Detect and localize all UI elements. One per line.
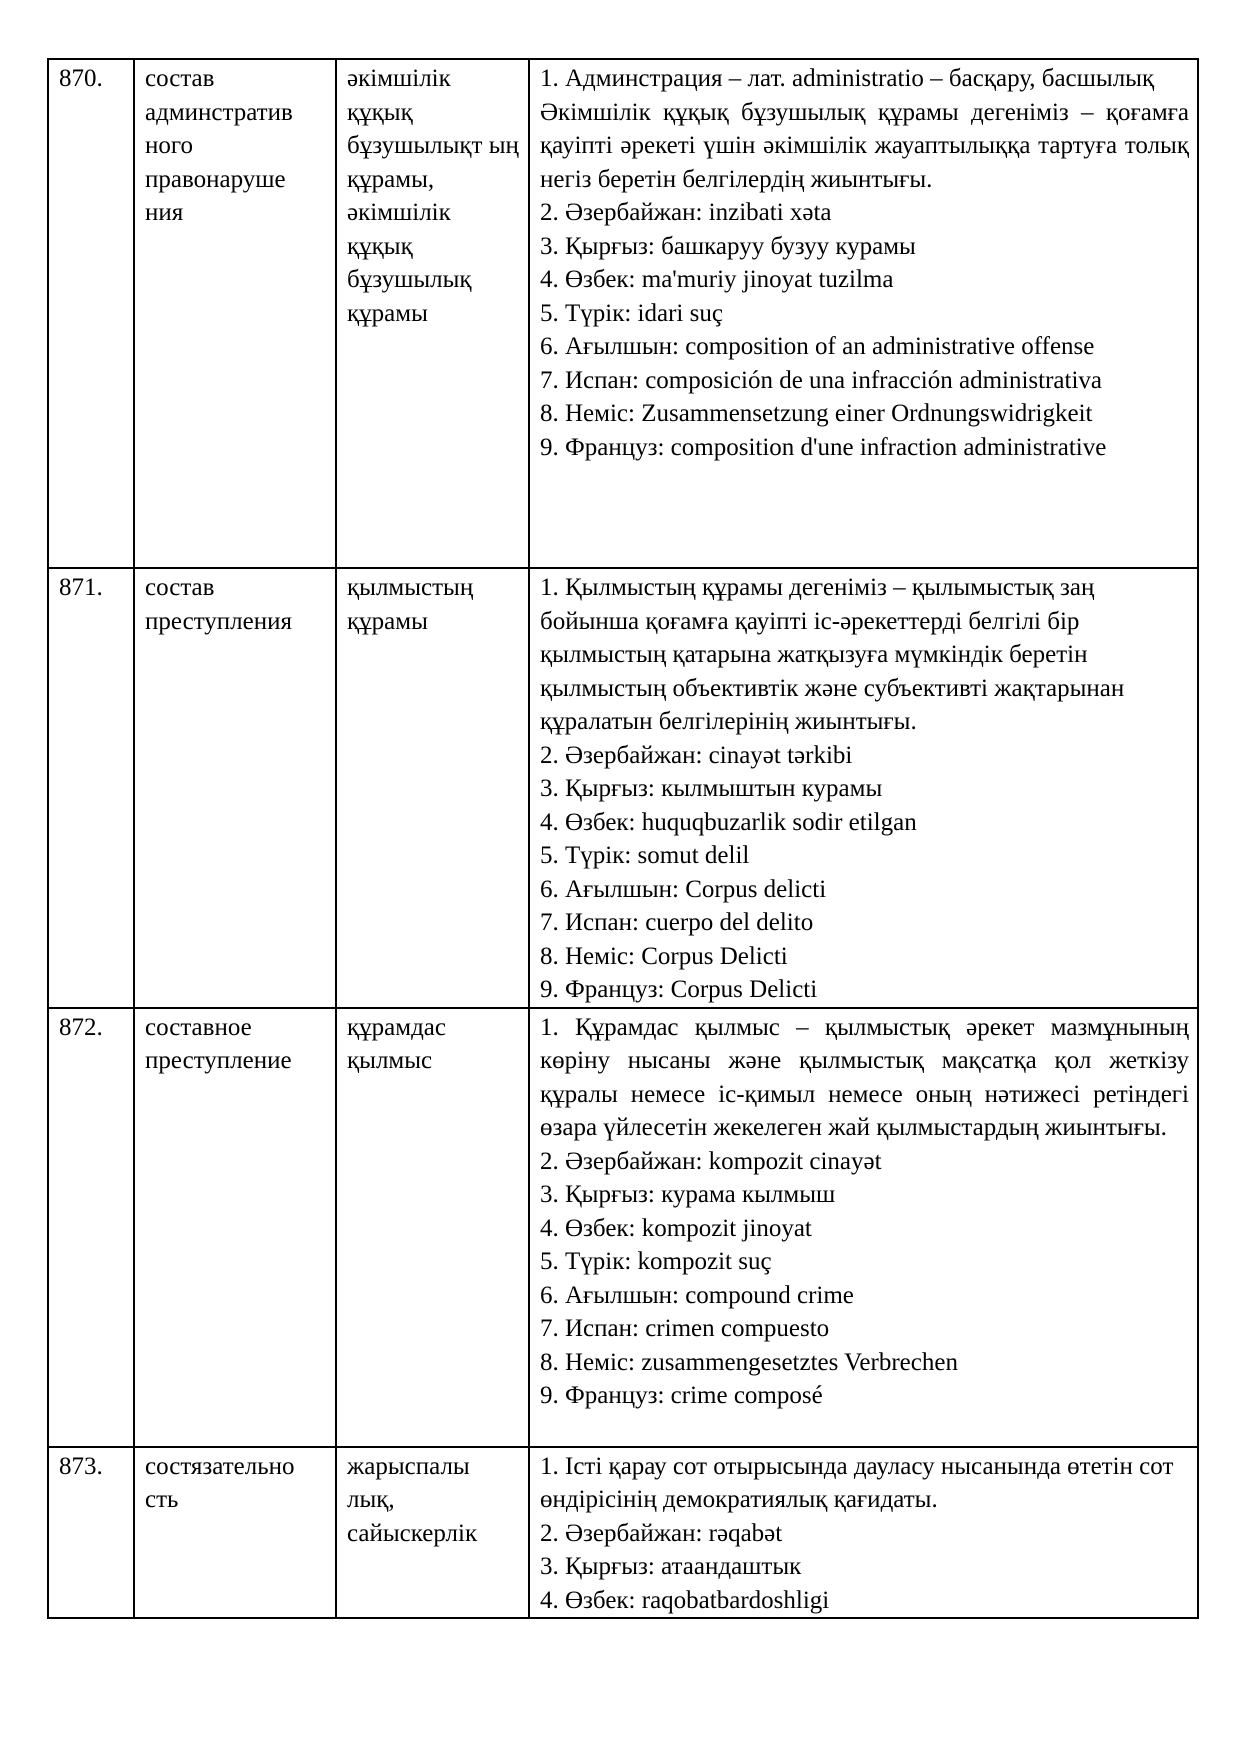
term-russian: состав админстратив ного правонаруше ния — [134, 59, 336, 568]
definition-line: 5. Түрік: idari suç — [540, 299, 723, 327]
definition-line: 3. Қырғыз: башкаруу бузуу курамы — [540, 232, 916, 260]
definition-line: 5. Түрік: kompozit suç — [540, 1248, 772, 1275]
definition-line: 1. Істі қарау сот отырысында дауласу нысанында өтетін сот өндірісінің демократиялық қағидаты. — [540, 1452, 1174, 1513]
definition-line: 9. Француз: crime composé — [540, 1382, 823, 1409]
definition-line: 3. Қырғыз: атаандаштык — [540, 1553, 802, 1580]
table-row — [48, 1008, 1198, 1447]
definition-line: 4. Өзбек: ma'muriy jinoyat tuzilma — [540, 266, 894, 293]
term-kazakh: қылмыстың құрамы — [336, 568, 529, 1008]
definition-line: 1. Құрамдас қылмыс – қылмыстық әрекет мазмұнының көріну нысаны және қылмыстық мақсатқа қол жеткізу құралы немесе іс-қимыл немесе оның нәтижесі ретіндегі өзара үйлесетін жекелеген жай қылмыстардың жиынтығы. — [540, 1013, 1189, 1141]
definition-line: Әкімшілік құқық бұзушылық құрамы дегеніміз – қоғамға қауіпті әрекеті үшін әкімшілік жауаптылыққа тартуға толық негіз беретін белгілердің жиынтығы. — [540, 98, 1189, 193]
definition-line: 7. Испан: crimen compuesto — [540, 1315, 830, 1342]
definition-line: 6. Ағылшын: composition of an administrative offense — [540, 333, 1095, 360]
definition-line: 4. Өзбек: huquqbuzarlik sodir etilgan — [540, 808, 917, 836]
table-row — [48, 568, 1198, 1008]
definition-cell — [529, 568, 1198, 1008]
definition-line: 9. Француз: Corpus Delicti — [540, 976, 818, 1003]
term-kazakh: құрамдас қылмыс — [336, 1008, 529, 1447]
definition-line: 4. Өзбек: kompozit jinoyat — [540, 1214, 812, 1242]
entry-number: 871. — [48, 568, 134, 1008]
definition-line: 2. Әзербайжан: rəqabət — [540, 1519, 783, 1547]
table-row — [48, 59, 1198, 568]
definition-cell — [529, 1447, 1198, 1619]
definition-line: 7. Испан: composición de una infracción administrativa — [540, 366, 1102, 394]
term-russian: состязательно сть — [134, 1447, 336, 1619]
term-russian: состав преступления — [134, 568, 336, 1008]
definition-line: 7. Испан: cuerpo del delito — [540, 909, 814, 936]
table-row — [48, 1447, 1198, 1619]
terms-table — [47, 58, 1199, 1619]
definition-line: 8. Неміс: Corpus Delicti — [540, 942, 788, 970]
definition-line: 6. Ағылшын: Corpus delicti — [540, 875, 827, 903]
definition-line: 2. Әзербайжан: inzibati xəta — [540, 199, 832, 226]
definition-line: 1. Админстрация – лат. administratio – басқару, басшылық — [540, 65, 1155, 92]
definition-cell — [529, 59, 1198, 568]
entry-number: 870. — [48, 59, 134, 568]
term-russian: составное преступление — [134, 1008, 336, 1447]
definition-line: 3. Қырғыз: кылмыштын курамы — [540, 775, 883, 802]
definition-line: 5. Түрік: somut delil — [540, 842, 750, 869]
entry-number: 873. — [48, 1447, 134, 1619]
definition-cell — [529, 1008, 1198, 1447]
definition-line: 9. Француз: composition d'une infraction administrative — [540, 433, 1107, 461]
definition-line: 2. Әзербайжан: cinayət tərkibi — [540, 741, 853, 769]
definition-line: 8. Неміс: Zusammensetzung einer Ordnungswidrigkeit — [540, 400, 1093, 427]
term-kazakh: әкімшілік құқық бұзушылықт ың құрамы, әкімшілік құқық бұзушылық құрамы — [336, 59, 529, 568]
definition-line: 4. Өзбек: raqobatbardoshligi — [540, 1586, 830, 1614]
definition-line: 3. Қырғыз: курама кылмыш — [540, 1181, 836, 1208]
definition-line: 2. Әзербайжан: kompozit cinayət — [540, 1147, 882, 1175]
term-kazakh: жарыспалы лық, сайыскерлік — [336, 1447, 529, 1619]
definition-line: 1. Қылмыстың құрамы дегеніміз – қылымыстық заң бойынша қоғамға қауіпті іс-әрекеттерді белгілі бір қылмыстың қатарына жатқызуға мүмкіндік беретін қылмыстың объективтік және субъективті жақтарынан құралатын белгілерінің жиынтығы. — [540, 574, 1125, 735]
definition-line: 6. Ағылшын: compound crime — [540, 1281, 854, 1309]
definition-line: 8. Неміс: zusammengesetztes Verbrechen — [540, 1348, 958, 1376]
entry-number: 872. — [48, 1008, 134, 1447]
